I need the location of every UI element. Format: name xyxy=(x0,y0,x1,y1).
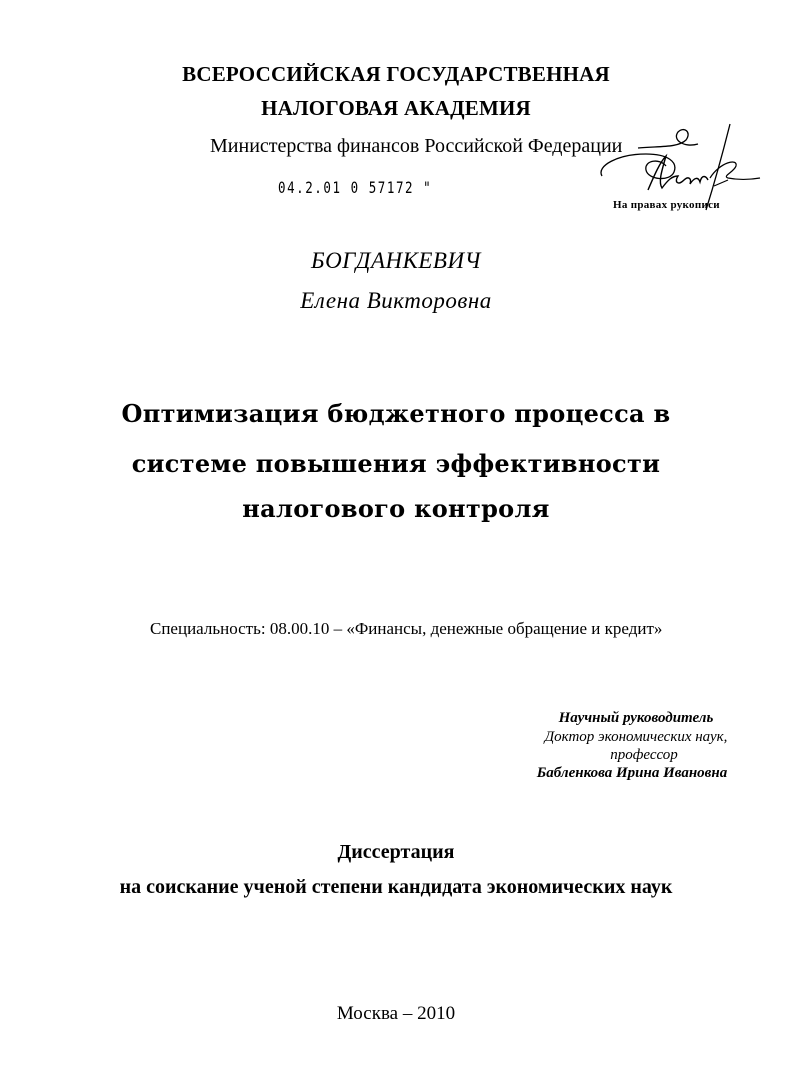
rights-note: На правах рукописи xyxy=(613,199,720,211)
institution-name-line1: ВСЕРОССИЙСКАЯ ГОСУДАРСТВЕННАЯ xyxy=(182,62,610,86)
dissertation-title-line3: налогового контроля xyxy=(242,494,550,523)
supervisor-rank: профессор xyxy=(610,747,678,763)
author-surname: БОГДАНКЕВИЧ xyxy=(311,248,481,273)
supervisor-degree: Доктор экономических наук, xyxy=(544,729,728,745)
dissertation-purpose: на соискание ученой степени кандидата экономических наук xyxy=(119,876,673,898)
institution-name-line2: НАЛОГОВАЯ АКАДЕМИЯ xyxy=(261,96,531,120)
city-year: Москва – 2010 xyxy=(336,1003,456,1024)
author-given-names: Елена Викторовна xyxy=(300,288,492,313)
dissertation-title-line1: Оптимизация бюджетного процесса в xyxy=(121,399,671,428)
dissertation-title-line2: системе повышения эффективности xyxy=(131,449,661,478)
ministry-name: Министерства финансов Российской Федерации xyxy=(210,135,623,157)
specialty: Специальность: 08.00.10 – «Финансы, денежные обращение и кредит» xyxy=(150,619,663,638)
dissertation-type: Диссертация xyxy=(337,841,455,863)
supervisor-name: Бабленкова Ирина Ивановна xyxy=(536,765,728,781)
registration-stamp: 04.2.01 0 57172 " xyxy=(278,178,433,197)
supervisor-role: Научный руководитель xyxy=(558,710,714,726)
